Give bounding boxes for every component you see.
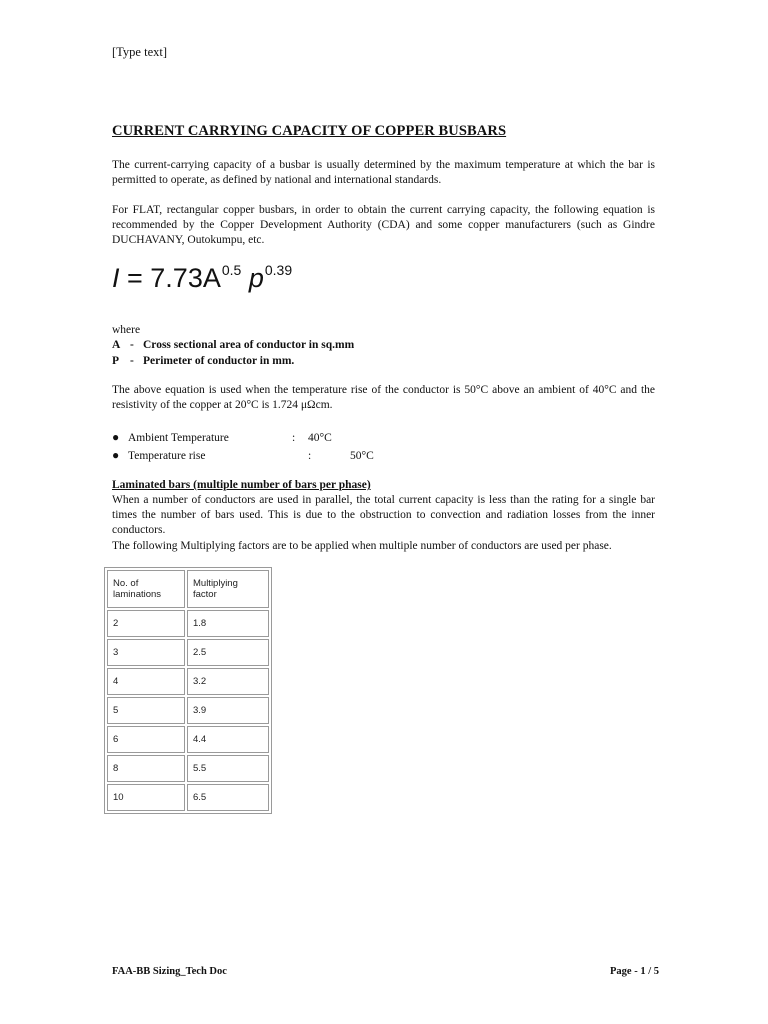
footer-document-name: FAA-BB Sizing_Tech Doc <box>112 966 227 977</box>
definition-dash: - <box>130 355 134 367</box>
bullet-colon: : <box>292 432 296 444</box>
definition-text: Cross sectional area of conductor in sq.mm <box>143 339 355 351</box>
table-cell: 1.8 <box>187 610 269 637</box>
laminated-bars-heading: Laminated bars (multiple number of bars per phase) <box>112 479 371 491</box>
table-cell: 5 <box>107 697 185 724</box>
footer-page-number: Page - 1 / 5 <box>610 966 659 977</box>
table-row <box>107 784 269 811</box>
factors-intro-paragraph: The following Multiplying factors are to be applied when multiple number of conductors are used per phase. <box>112 540 612 552</box>
table-row <box>107 610 269 637</box>
definition-text: Perimeter of conductor in mm. <box>143 355 295 367</box>
header-placeholder-text: [Type text] <box>112 45 168 59</box>
table-cell: 4 <box>107 668 185 695</box>
condition-paragraph: The above equation is used when the temperature rise of the conductor is 50°C above an ambient of 40°C and the resistivity of the copper at 20°C is 1.724 μΩcm. <box>112 384 655 411</box>
definition-area <box>112 338 354 353</box>
formula-coefficient: = 7.73 <box>119 263 203 293</box>
bullet-temperature-rise <box>112 448 374 464</box>
table-cell: 4.4 <box>187 726 269 753</box>
table-row <box>107 755 269 782</box>
formula-lhs: I <box>112 263 120 293</box>
formula-var-p: p <box>248 263 264 293</box>
laminated-paragraph: When a number of conductors are used in parallel, the total current capacity is less than the rating for a single bar times the number of bars used. This is due to the obstruction to convection and radiation losses from the inner conductors. <box>112 494 655 536</box>
table-cell: 2 <box>107 610 185 637</box>
bullet-label: Temperature rise <box>128 450 206 462</box>
intro-paragraph: The current-carrying capacity of a busbar is usually determined by the maximum temperature at which the bar is permitted to operate, as defined by national and international standards. <box>112 159 655 186</box>
table-row <box>107 697 269 724</box>
table-row <box>107 639 269 666</box>
table-cell: 3 <box>107 639 185 666</box>
bullet-icon: ● <box>112 448 120 462</box>
bullet-value: 40°C <box>308 432 332 444</box>
table-header-cell: Multiplying factor <box>187 570 269 608</box>
table-cell: 6 <box>107 726 185 753</box>
bullet-colon: : <box>308 450 312 462</box>
definition-symbol: A <box>112 339 121 351</box>
bullet-ambient-temperature <box>112 430 332 446</box>
document-title: CURRENT CARRYING CAPACITY OF COPPER BUSBARS <box>112 123 507 139</box>
table-cell: 10 <box>107 784 185 811</box>
where-label: where <box>112 324 141 336</box>
definition-perimeter <box>112 354 294 369</box>
current-capacity-formula <box>112 262 292 298</box>
bullet-value: 50°C <box>350 450 374 462</box>
definition-dash: - <box>130 339 134 351</box>
formula-exp-a: 0.5 <box>221 262 242 278</box>
table-header-cell: No. of laminations <box>107 570 185 608</box>
flat-busbar-paragraph: For FLAT, rectangular copper busbars, in order to obtain the current carrying capacity, the following equation is recommended by the Copper Development Authority (CDA) and some copper manufacturers (such as Gindre DUCHAVANY, Outokumpu, etc. <box>112 204 655 246</box>
formula-var-a: A <box>202 263 221 293</box>
table-cell: 3.9 <box>187 697 269 724</box>
multiplying-factor-table <box>104 567 272 814</box>
table-row <box>107 726 269 753</box>
table-header-row <box>107 570 269 608</box>
table-cell: 3.2 <box>187 668 269 695</box>
definition-symbol: P <box>112 355 120 367</box>
bullet-icon: ● <box>112 430 120 444</box>
table-cell: 6.5 <box>187 784 269 811</box>
bullet-label: Ambient Temperature <box>128 432 229 444</box>
table-row <box>107 668 269 695</box>
formula-exp-p: 0.39 <box>264 262 293 278</box>
table-cell: 5.5 <box>187 755 269 782</box>
table-cell: 8 <box>107 755 185 782</box>
table-cell: 2.5 <box>187 639 269 666</box>
